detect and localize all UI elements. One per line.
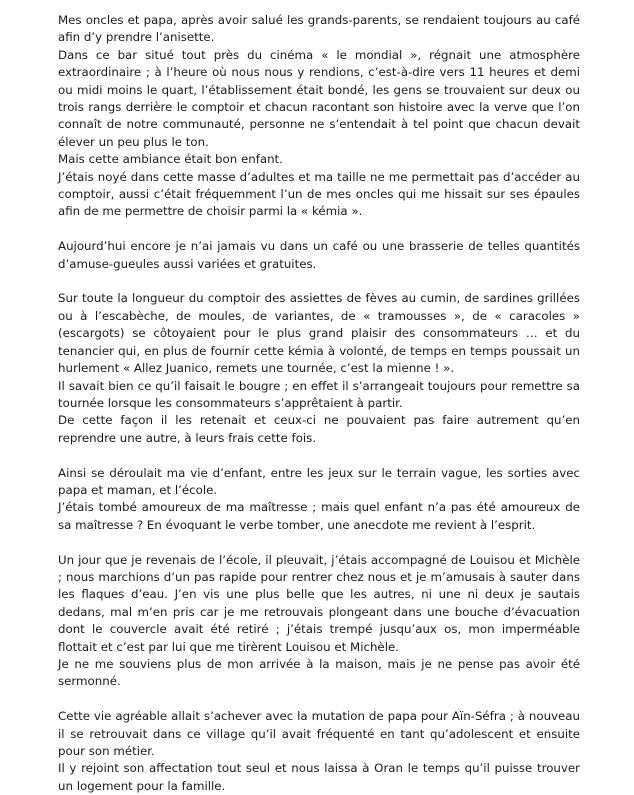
paragraph: De cette façon il les retenait et ceux-ci ne pouvaient pas faire autrement qu’en reprendre une autre, à leurs frais cette fois. xyxy=(58,413,580,445)
paragraph: Il y rejoint son affectation tout seul et nous laissa à Oran le temps qu’il puisse trouver un logement pour la famille. xyxy=(58,761,580,793)
paragraph-spacer xyxy=(58,691,580,708)
paragraph: Ainsi se déroulait ma vie d’enfant, entre les jeux sur le terrain vague, les sorties avec papa et maman, et l’école. xyxy=(58,465,580,497)
paragraph: J’étais tombé amoureux de ma maîtresse ; mais quel enfant n’a pas été amoureux de sa maîtresse ? En évoquant le verbe tomber, une anecdote me revient à l’esprit. xyxy=(58,500,580,532)
paragraph-spacer xyxy=(58,273,580,290)
paragraph: Mais cette ambiance était bon enfant. xyxy=(58,152,283,167)
paragraph: Je ne me souviens plus de mon arrivée à la maison, mais je ne pense pas avoir été sermonné. xyxy=(58,656,580,689)
paragraph-spacer xyxy=(58,447,580,464)
paragraph: J’étais noyé dans cette masse d’adultes et ma taille ne me permettait pas d’accéder au comptoir, aussi c’était fréquemment l’un de mes oncles qui me hissait sur ses épaules afin de me permettre de choisir parmi la « kémia ». xyxy=(58,169,580,219)
paragraph: Mes oncles et papa, après avoir salué les grands-parents, se rendaient toujours au café afin d’y prendre l’anisette. xyxy=(58,13,580,45)
paragraph: Cette vie agréable allait s’achever avec la mutation de papa pour Aïn-Séfra ; à nouveau il se retrouvait dans ce village qu’il avait fréquenté en tant qu’adolescent et ensuite pour son métier. xyxy=(58,709,580,758)
paragraph-spacer xyxy=(58,534,580,551)
paragraph: Aujourd’hui encore je n’ai jamais vu dans un café ou une brasserie de telles quantités d’amuse-gueules aussi variées et gratuites. xyxy=(58,239,580,271)
paragraph-spacer xyxy=(58,221,580,238)
document-page xyxy=(58,12,580,795)
paragraph: Un jour que je revenais de l’école, il pleuvait, j’étais accompagné de Louisou et Michèle ; nous marchions d’un pas rapide pour rentrer chez nous et je m’amusais à sauter dans les flaques d’eau. J’en vis une plus belle que les autres, ni une ni deux je sautais dedans, mal m’en pris car je me retrouvais plongeant dans une bouche d’évacuation dont le couvercle avait été retiré ; j’étais trempé jusqu’aux os, mon imperméable flottait et c’est par lui que me tirèrent Louisou et Michèle. xyxy=(58,552,580,654)
paragraph: Dans ce bar situé tout près du cinéma « le mondial », régnait une atmosphère extraordinaire ; à l’heure où nous nous y rendions, c’est-à-dire vers 11 heures et demi ou midi moins le quart, l’établissement était bondé, les gens se trouvaient sur deux ou trois rangs derrière le comptoir et chacun racontant son histoire avec la verve que l’on connaît de notre communauté, personne ne s’entendait à tel point que chacun devait élever un peu plus le ton. xyxy=(58,47,580,149)
paragraph: Il savait bien ce qu’il faisait le bougre ; en effet il s’arrangeait toujours pour remettre sa tournée lorsque les consommateurs s’apprêtaient à partir. xyxy=(58,378,580,410)
paragraph: Sur toute la longueur du comptoir des assiettes de fèves au cumin, de sardines grillées ou à l’escabèche, de moules, de variantes, de « tramousses », de « caracoles » (escargots) se côtoyaient pour le plus grand plaisir des consommateurs … et du tenancier qui, en plus de fournir cette kémia à volonté, de temps en temps poussait un hurlement « Allez Juanico, remets une tournée, c’est la mienne ! ». xyxy=(58,291,580,376)
